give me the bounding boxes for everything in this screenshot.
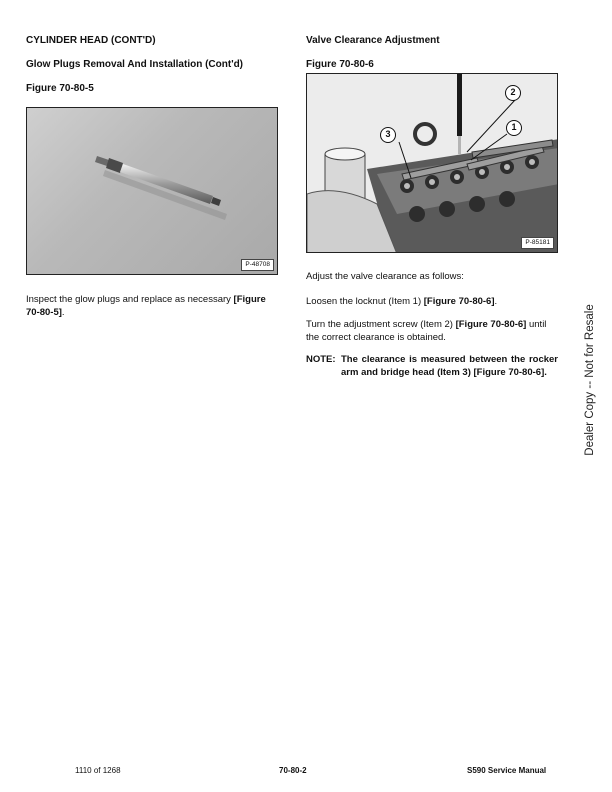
- adjust-intro: Adjust the valve clearance as follows:: [306, 271, 464, 282]
- figure-caption-right: Figure 70-80-6: [306, 59, 374, 70]
- instruction-text: Inspect the glow plugs and replace as necessary: [26, 294, 234, 305]
- photo-id-label: P-48708: [241, 259, 274, 271]
- step2-figure-reference: [Figure 70-80-6]: [455, 319, 527, 330]
- callout-2: 2: [505, 85, 521, 101]
- note-text: The clearance is measured between the rocker arm and bridge head (Item 3) [Figure 70-80-6].: [341, 354, 558, 378]
- dealer-copy-watermark: Dealer Copy -- Not for Resale: [584, 304, 596, 456]
- step2-text: Turn the adjustment screw (Item 2): [306, 319, 456, 330]
- step-loosen-locknut: [306, 296, 560, 309]
- footer-manual-title: S590 Service Manual: [467, 766, 547, 775]
- glow-plug-instruction: [26, 294, 280, 319]
- step1-end: .: [494, 296, 498, 307]
- glow-plug-image: [27, 108, 278, 275]
- step2-end: until the correct clearance is obtained.: [306, 319, 547, 343]
- photo-id-label: P-85181: [521, 237, 554, 249]
- glow-plug-photo: [26, 107, 278, 275]
- footer-page-count: 1110 of 1268: [75, 766, 121, 775]
- callout-3: 3: [380, 127, 396, 143]
- subsection-title-left: Glow Plugs Removal And Installation (Cont'd): [26, 59, 244, 70]
- footer-page-number: 70-80-2: [279, 766, 307, 775]
- figure-reference: [Figure 70-80-5]: [26, 294, 266, 318]
- step1-text: Loosen the locknut (Item 1): [306, 296, 424, 307]
- callout-1: 1: [506, 120, 522, 136]
- note-block: [306, 354, 558, 379]
- valve-train-image: [307, 74, 558, 253]
- instruction-end: .: [61, 306, 65, 318]
- section-title-right: Valve Clearance Adjustment: [306, 35, 440, 46]
- note-label: NOTE:: [306, 354, 336, 365]
- step-adjust-screw: [306, 319, 560, 344]
- section-title-left: CYLINDER HEAD (CONT'D): [26, 35, 156, 46]
- step1-figure-reference: [Figure 70-80-6]: [423, 296, 495, 307]
- valve-photo: [306, 73, 558, 253]
- figure-caption-left: Figure 70-80-5: [26, 83, 94, 94]
